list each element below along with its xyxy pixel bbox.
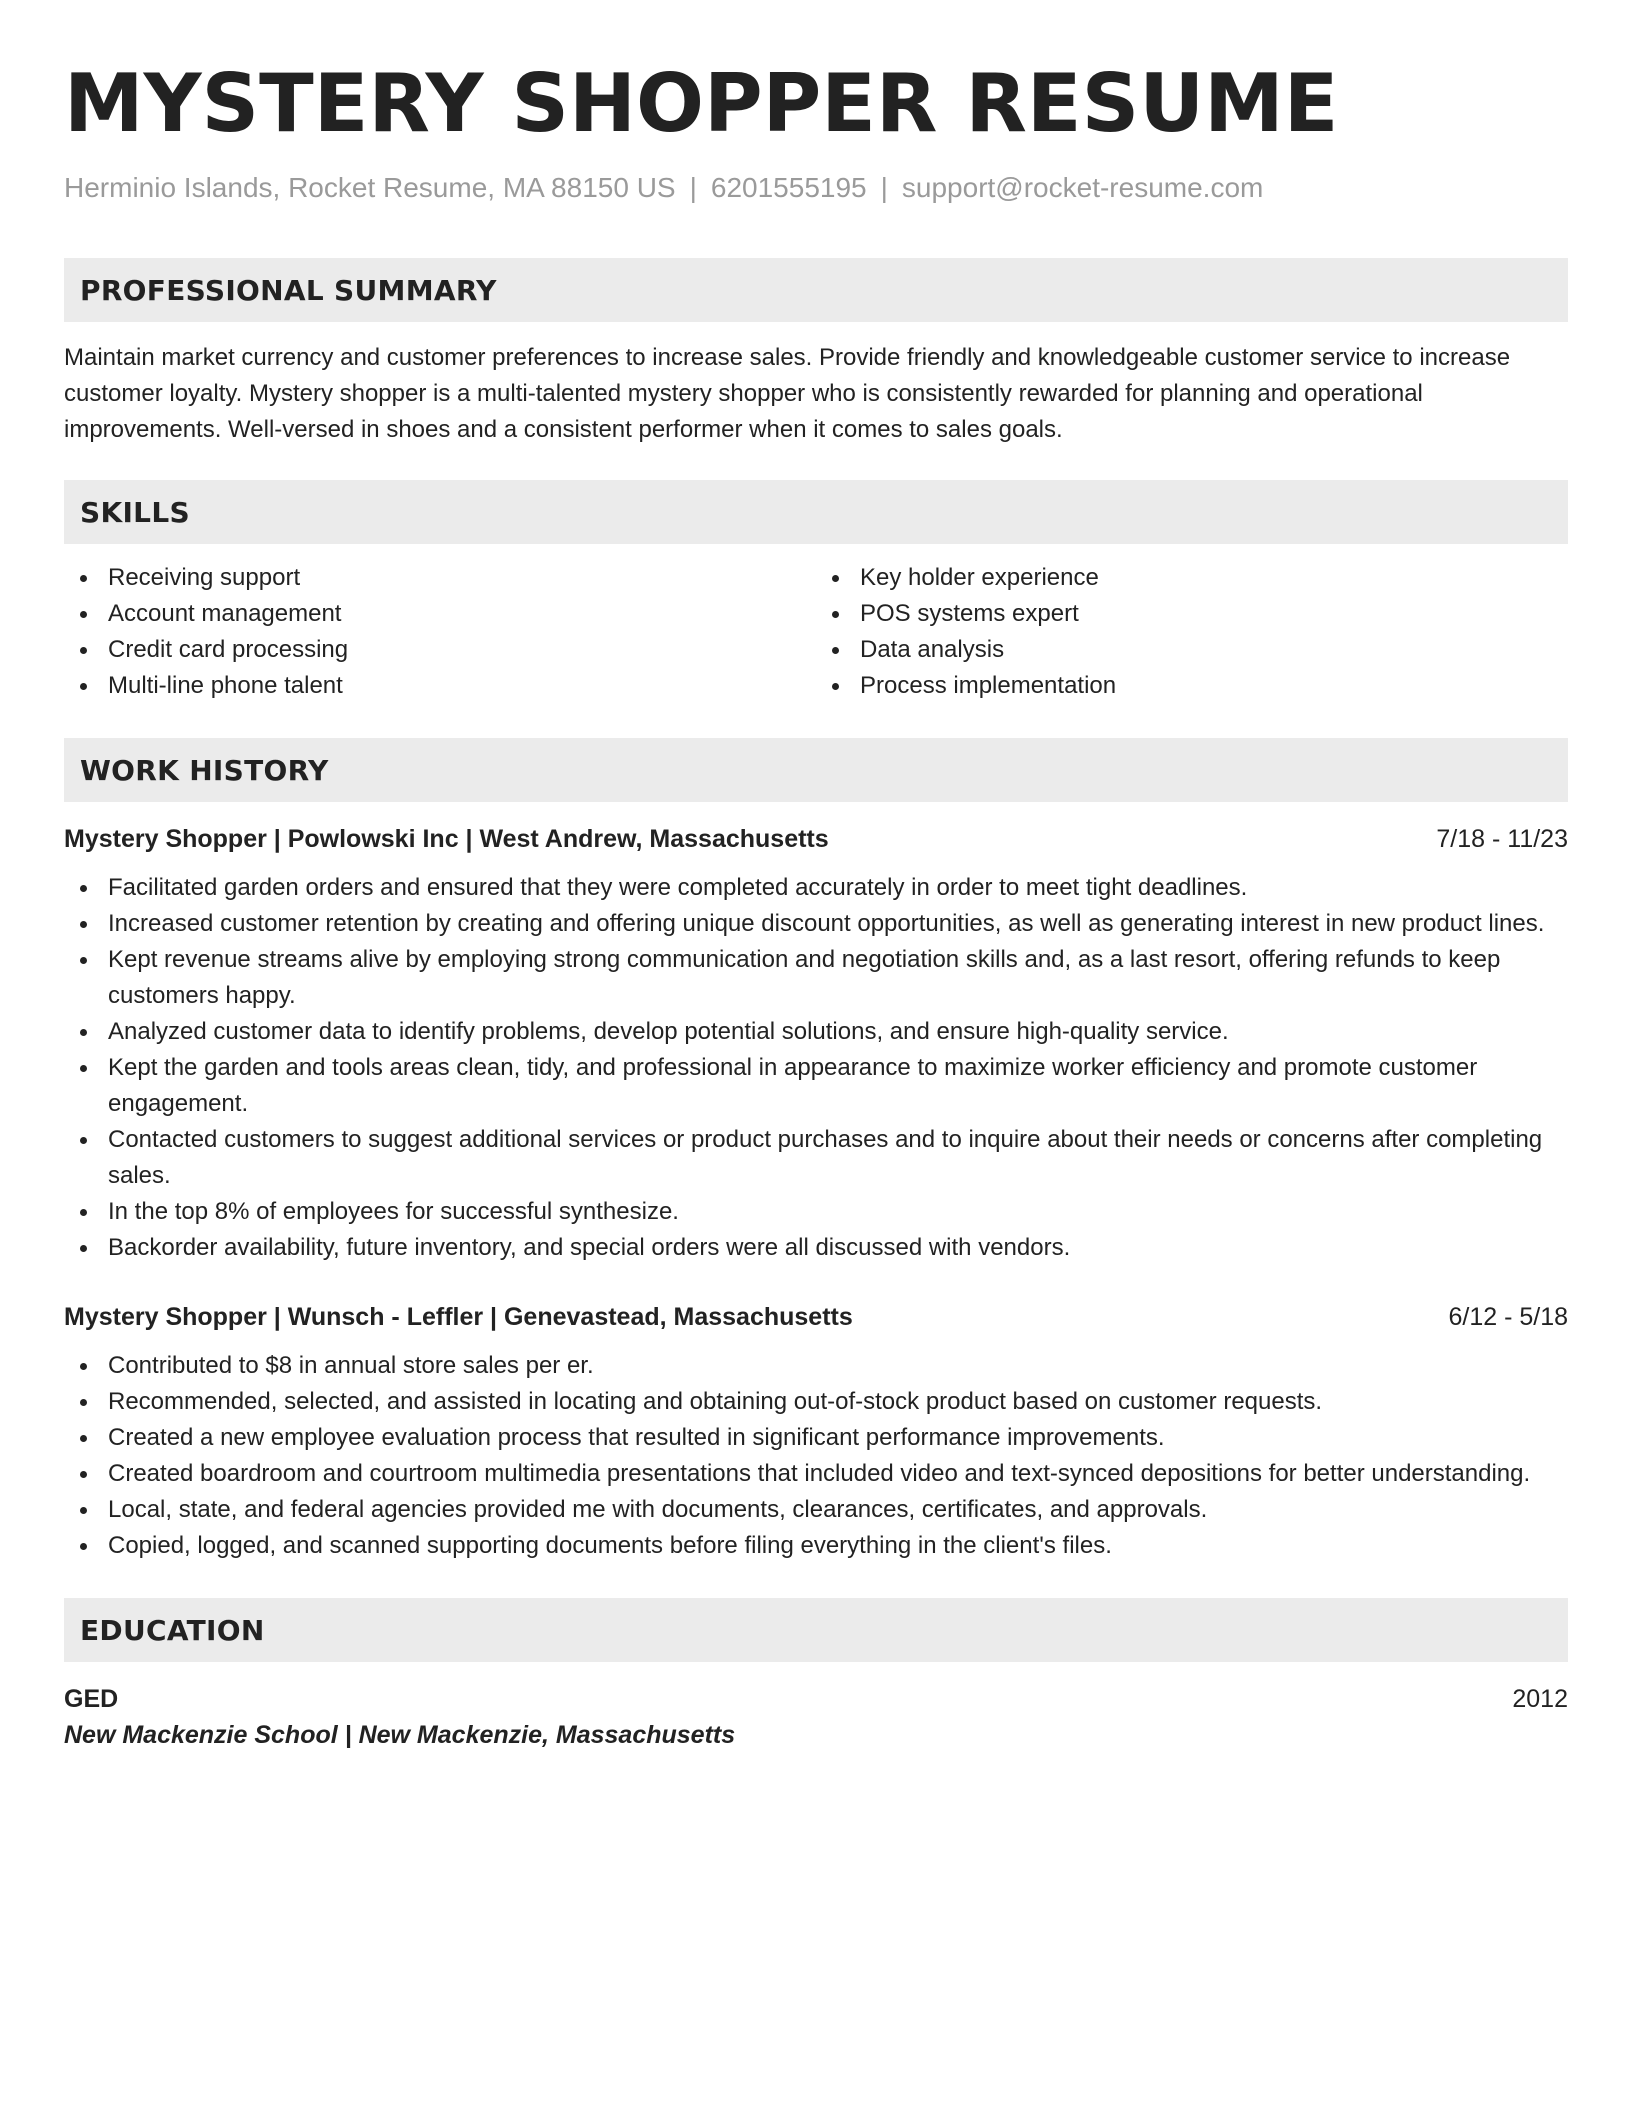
job-bullet: [64, 1528, 1568, 1564]
bullet-dot: [80, 1137, 87, 1144]
bullet-dot: [80, 1543, 87, 1550]
bullet-dot: [80, 1399, 87, 1406]
education-school: New Mackenzie School | New Mackenzie, Massachusetts: [64, 1721, 736, 1749]
bullet-dot: [80, 1507, 87, 1514]
skill-text: Account management: [108, 600, 342, 627]
job-bullets: [64, 1348, 1568, 1564]
skill-item: [64, 668, 816, 704]
contact-email: support@rocket-resume.com: [901, 172, 1264, 203]
job-bullet: [64, 942, 1568, 1014]
skills-column-right: [816, 560, 1568, 704]
job-bullet-text: Recommended, selected, and assisted in locating and obtaining out-of-stock product based on customer requests.: [108, 1388, 1323, 1415]
contact-line: [64, 170, 1568, 206]
skill-text: POS systems expert: [860, 600, 1079, 627]
job-bullet-text: Created boardroom and courtroom multimedia presentations that included video and text-synced depositions for better understanding.: [108, 1460, 1531, 1487]
bullet-dot: [80, 611, 87, 618]
skill-text: Multi-line phone talent: [108, 672, 343, 699]
job-bullet: [64, 1122, 1568, 1194]
skill-text: Credit card processing: [108, 636, 349, 663]
job-bullet-text: Facilitated garden orders and ensured that they were completed accurately in order to meet tight deadlines.: [108, 874, 1248, 901]
job-bullet: [64, 1420, 1568, 1456]
job-bullet-text: Created a new employee evaluation process that resulted in significant performance improvements.: [108, 1424, 1165, 1451]
job-bullet: [64, 1194, 1568, 1230]
bullet-dot: [80, 1065, 87, 1072]
bullet-dot: [80, 1209, 87, 1216]
contact-separator: |: [880, 172, 888, 203]
skill-text: Receiving support: [108, 564, 301, 591]
job-bullet-text: Increased customer retention by creating and offering unique discount opportunities, as well as generating interest in new product lines.: [108, 910, 1545, 937]
education-year: 2012: [1512, 1685, 1568, 1713]
bullet-dot: [832, 683, 839, 690]
bullet-dot: [80, 1435, 87, 1442]
job-bullet-text: Local, state, and federal agencies provided me with documents, clearances, certificates, and approvals.: [108, 1496, 1208, 1523]
job-bullet-text: Analyzed customer data to identify problems, develop potential solutions, and ensure high-quality service.: [108, 1018, 1229, 1045]
job-bullet: [64, 1014, 1568, 1050]
job-header: [64, 1300, 1568, 1334]
job-bullet-text: Contributed to $8 in annual store sales per er.: [108, 1352, 594, 1379]
job-bullet: [64, 1050, 1568, 1122]
bullet-dot: [832, 575, 839, 582]
education-degree: GED: [64, 1685, 119, 1713]
skill-item: [816, 668, 1568, 704]
skill-item: [64, 596, 816, 632]
skill-item: [64, 560, 816, 596]
job-bullet-text: In the top 8% of employees for successful synthesize.: [108, 1198, 679, 1225]
bullet-dot: [80, 957, 87, 964]
job-bullet-text: Kept the garden and tools areas clean, tidy, and professional in appearance to maximize worker efficiency and promote customer engagement.: [108, 1054, 1478, 1117]
contact-address: Herminio Islands, Rocket Resume, MA 88150 US: [64, 172, 676, 203]
summary-text: Maintain market currency and customer preferences to increase sales. Provide friendly and knowledgeable customer service to increase customer loyalty. Mystery shopper is a multi-talented mystery shopper who is consistently rewarded for planning and operational improvements. Well-versed in shoes and a consistent performer when it comes to sales goals.: [64, 344, 1511, 443]
job-dates: 7/18 - 11/23: [1436, 825, 1568, 853]
bullet-dot: [80, 1245, 87, 1252]
section-heading-education: EDUCATION: [64, 1598, 1568, 1662]
job-title: Mystery Shopper | Wunsch - Leffler | Genevastead, Massachusetts: [64, 1303, 853, 1331]
job-entry: [64, 822, 1568, 1266]
education-header: [64, 1682, 1568, 1716]
job-dates: 6/12 - 5/18: [1448, 1303, 1568, 1331]
job-bullet-text: Contacted customers to suggest additional services or product purchases and to inquire about their needs or concerns after completing sales.: [108, 1126, 1543, 1189]
bullet-dot: [832, 647, 839, 654]
bullet-dot: [80, 921, 87, 928]
skill-item: [816, 560, 1568, 596]
skill-item: [64, 632, 816, 668]
contact-separator: |: [689, 172, 697, 203]
skill-item: [816, 596, 1568, 632]
bullet-dot: [80, 683, 87, 690]
bullet-dot: [832, 611, 839, 618]
resume-title: MYSTERY SHOPPER RESUME: [64, 57, 1339, 150]
job-bullet-text: Backorder availability, future inventory, and special orders were all discussed with vendors.: [108, 1234, 1071, 1261]
bullet-dot: [80, 1029, 87, 1036]
job-entry: [64, 1300, 1568, 1564]
section-heading-summary: PROFESSIONAL SUMMARY: [64, 258, 1568, 322]
job-bullet: [64, 1348, 1568, 1384]
job-title: Mystery Shopper | Powlowski Inc | West Andrew, Massachusetts: [64, 825, 829, 853]
job-header: [64, 822, 1568, 856]
job-bullet: [64, 1456, 1568, 1492]
job-bullets: [64, 870, 1568, 1266]
section-heading-skills: SKILLS: [64, 480, 1568, 544]
skill-text: Key holder experience: [860, 564, 1099, 591]
skill-text: Data analysis: [860, 636, 1005, 663]
bullet-dot: [80, 647, 87, 654]
job-bullet: [64, 1230, 1568, 1266]
bullet-dot: [80, 575, 87, 582]
job-bullet: [64, 1492, 1568, 1528]
skills-grid: [64, 560, 1568, 704]
skills-column-left: [64, 560, 816, 704]
contact-phone: 6201555195: [710, 172, 867, 203]
skill-text: Process implementation: [860, 672, 1117, 699]
job-bullet: [64, 1384, 1568, 1420]
job-bullet: [64, 870, 1568, 906]
bullet-dot: [80, 1363, 87, 1370]
job-bullet-text: Copied, logged, and scanned supporting documents before filing everything in the client's files.: [108, 1532, 1112, 1559]
job-bullet-text: Kept revenue streams alive by employing strong communication and negotiation skills and, as a last resort, offering refunds to keep customers happy.: [108, 946, 1501, 1009]
section-heading-work: WORK HISTORY: [64, 738, 1568, 802]
bullet-dot: [80, 1471, 87, 1478]
bullet-dot: [80, 885, 87, 892]
job-bullet: [64, 906, 1568, 942]
skill-item: [816, 632, 1568, 668]
